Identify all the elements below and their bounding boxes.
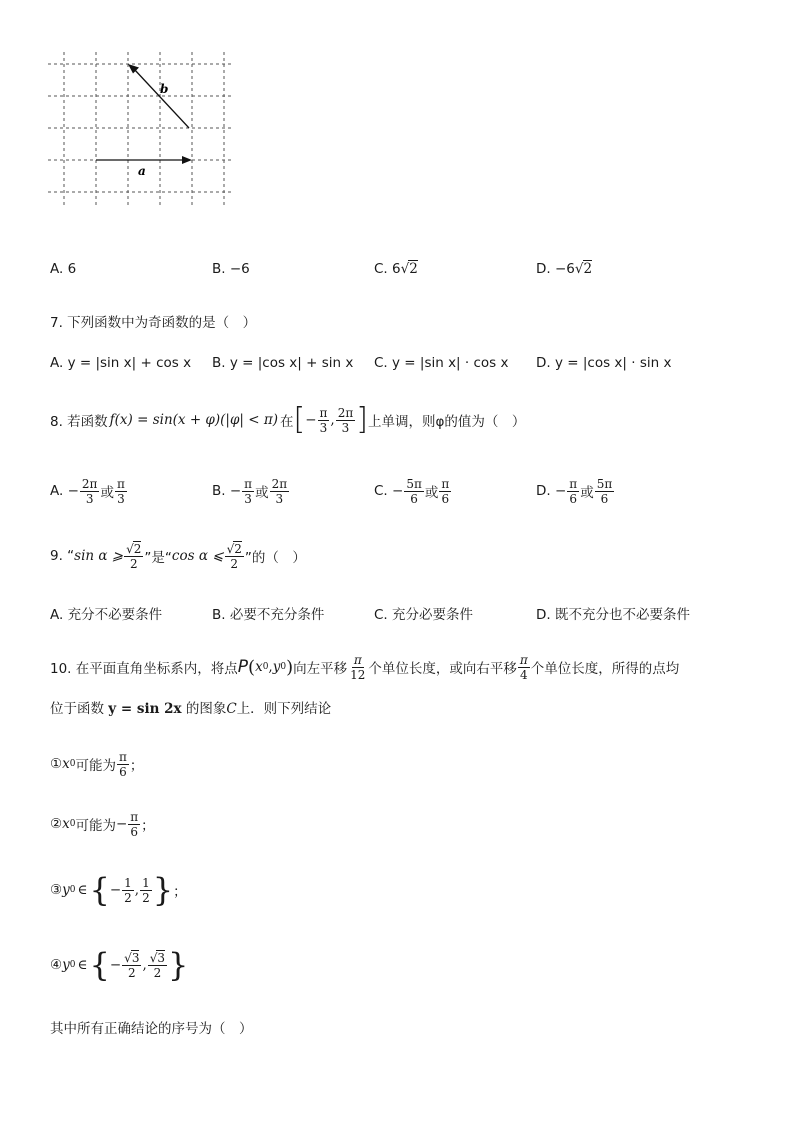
q9-option-b[interactable]: B. 必要不充分条件 — [212, 607, 325, 623]
q7-option-d[interactable]: D. y = |cos x| · sin x — [536, 355, 672, 371]
q9-options — [50, 603, 690, 623]
q6-option-c[interactable]: C. 6√2 — [374, 261, 418, 277]
q8-option-a[interactable]: A. − $\frac{2\pi}{3}$ 或 $\frac{\pi}{3}$ — [50, 476, 125, 506]
q10-statement-3: ③ y 0 ∈ { − $\frac{1}{2}$ , $\frac{1}{2}$ } ； — [50, 871, 187, 909]
vector-b — [128, 64, 189, 128]
q6-option-a[interactable]: A. 6 — [50, 261, 77, 277]
vector-a — [96, 156, 192, 164]
q7-option-b[interactable]: B. y = |cos x| + sin x — [212, 355, 354, 371]
q6-options — [50, 261, 592, 277]
q8-option-b[interactable]: B. − $\frac{\pi}{3}$ 或 $\frac{2\pi}{3}$ — [212, 476, 288, 506]
q7-stem: 7. 下列函数中为奇函数的是（ ） — [50, 315, 257, 331]
vector-grid-figure — [48, 52, 238, 212]
q10-question: 其中所有正确结论的序号为（ ） — [50, 1021, 253, 1037]
q7-option-c[interactable]: C. y = |sin x| · cos x — [374, 355, 509, 371]
q8-option-d[interactable]: D. − $\frac{\pi}{6}$ 或 $\frac{5\pi}{6}$ — [536, 476, 613, 506]
q8-options — [50, 472, 615, 510]
vector-b-label: b — [160, 82, 169, 96]
vector-a-label: a — [138, 164, 146, 178]
q6-option-d[interactable]: D. −6√2 — [536, 261, 593, 277]
q6-option-b[interactable]: B. −6 — [212, 261, 250, 277]
q8-stem: 8. 若函数 f(x) = sin(x + φ)(|φ| < π) 在 [ − $\frac{\pi}{3}$ , $\frac{2\pi}{3}$ ] 上单调，则φ的值为（ ） — [50, 402, 526, 437]
q7-option-a[interactable]: A. y = |sin x| + cos x — [50, 355, 192, 371]
q10-statement-1: ① x 0 可能为 $\frac{\pi}{6}$ ； — [50, 749, 144, 779]
q9-option-c[interactable]: C. 充分必要条件 — [374, 607, 474, 623]
q10-statement-4: ④ y 0 ∈ { − $\frac{√3}{2}$ , $\frac{√3}{2}$ } — [50, 946, 189, 984]
q10-stem-line2: 位于函数 y = sin 2x 的图象C上．则下列结论 — [50, 701, 332, 717]
q9-stem: 9. “ sin α ⩾ $\frac{√2}{2}$ ”是“ cos α ⩽ $\frac{√2}{2}$ ”的（ ） — [50, 541, 306, 571]
q9-option-a[interactable]: A. 充分不必要条件 — [50, 607, 163, 623]
q7-options — [50, 355, 671, 371]
q8-option-c[interactable]: C. − $\frac{5\pi}{6}$ 或 $\frac{\pi}{6}$ — [374, 476, 450, 506]
q10-stem-line1: 10. 在平面直角坐标系内，将点 P ( x 0 , y 0 ) 向左平移 $\frac{\pi}{12}$ 个单位长度，或向右平移 $\frac{\pi}{4}$ 个单位长度，所得的点均 — [50, 652, 680, 682]
q9-option-d[interactable]: D. 既不充分也不必要条件 — [536, 607, 690, 623]
q10-statement-2: ② x 0 可能为 − $\frac{\pi}{6}$ ； — [50, 809, 155, 839]
